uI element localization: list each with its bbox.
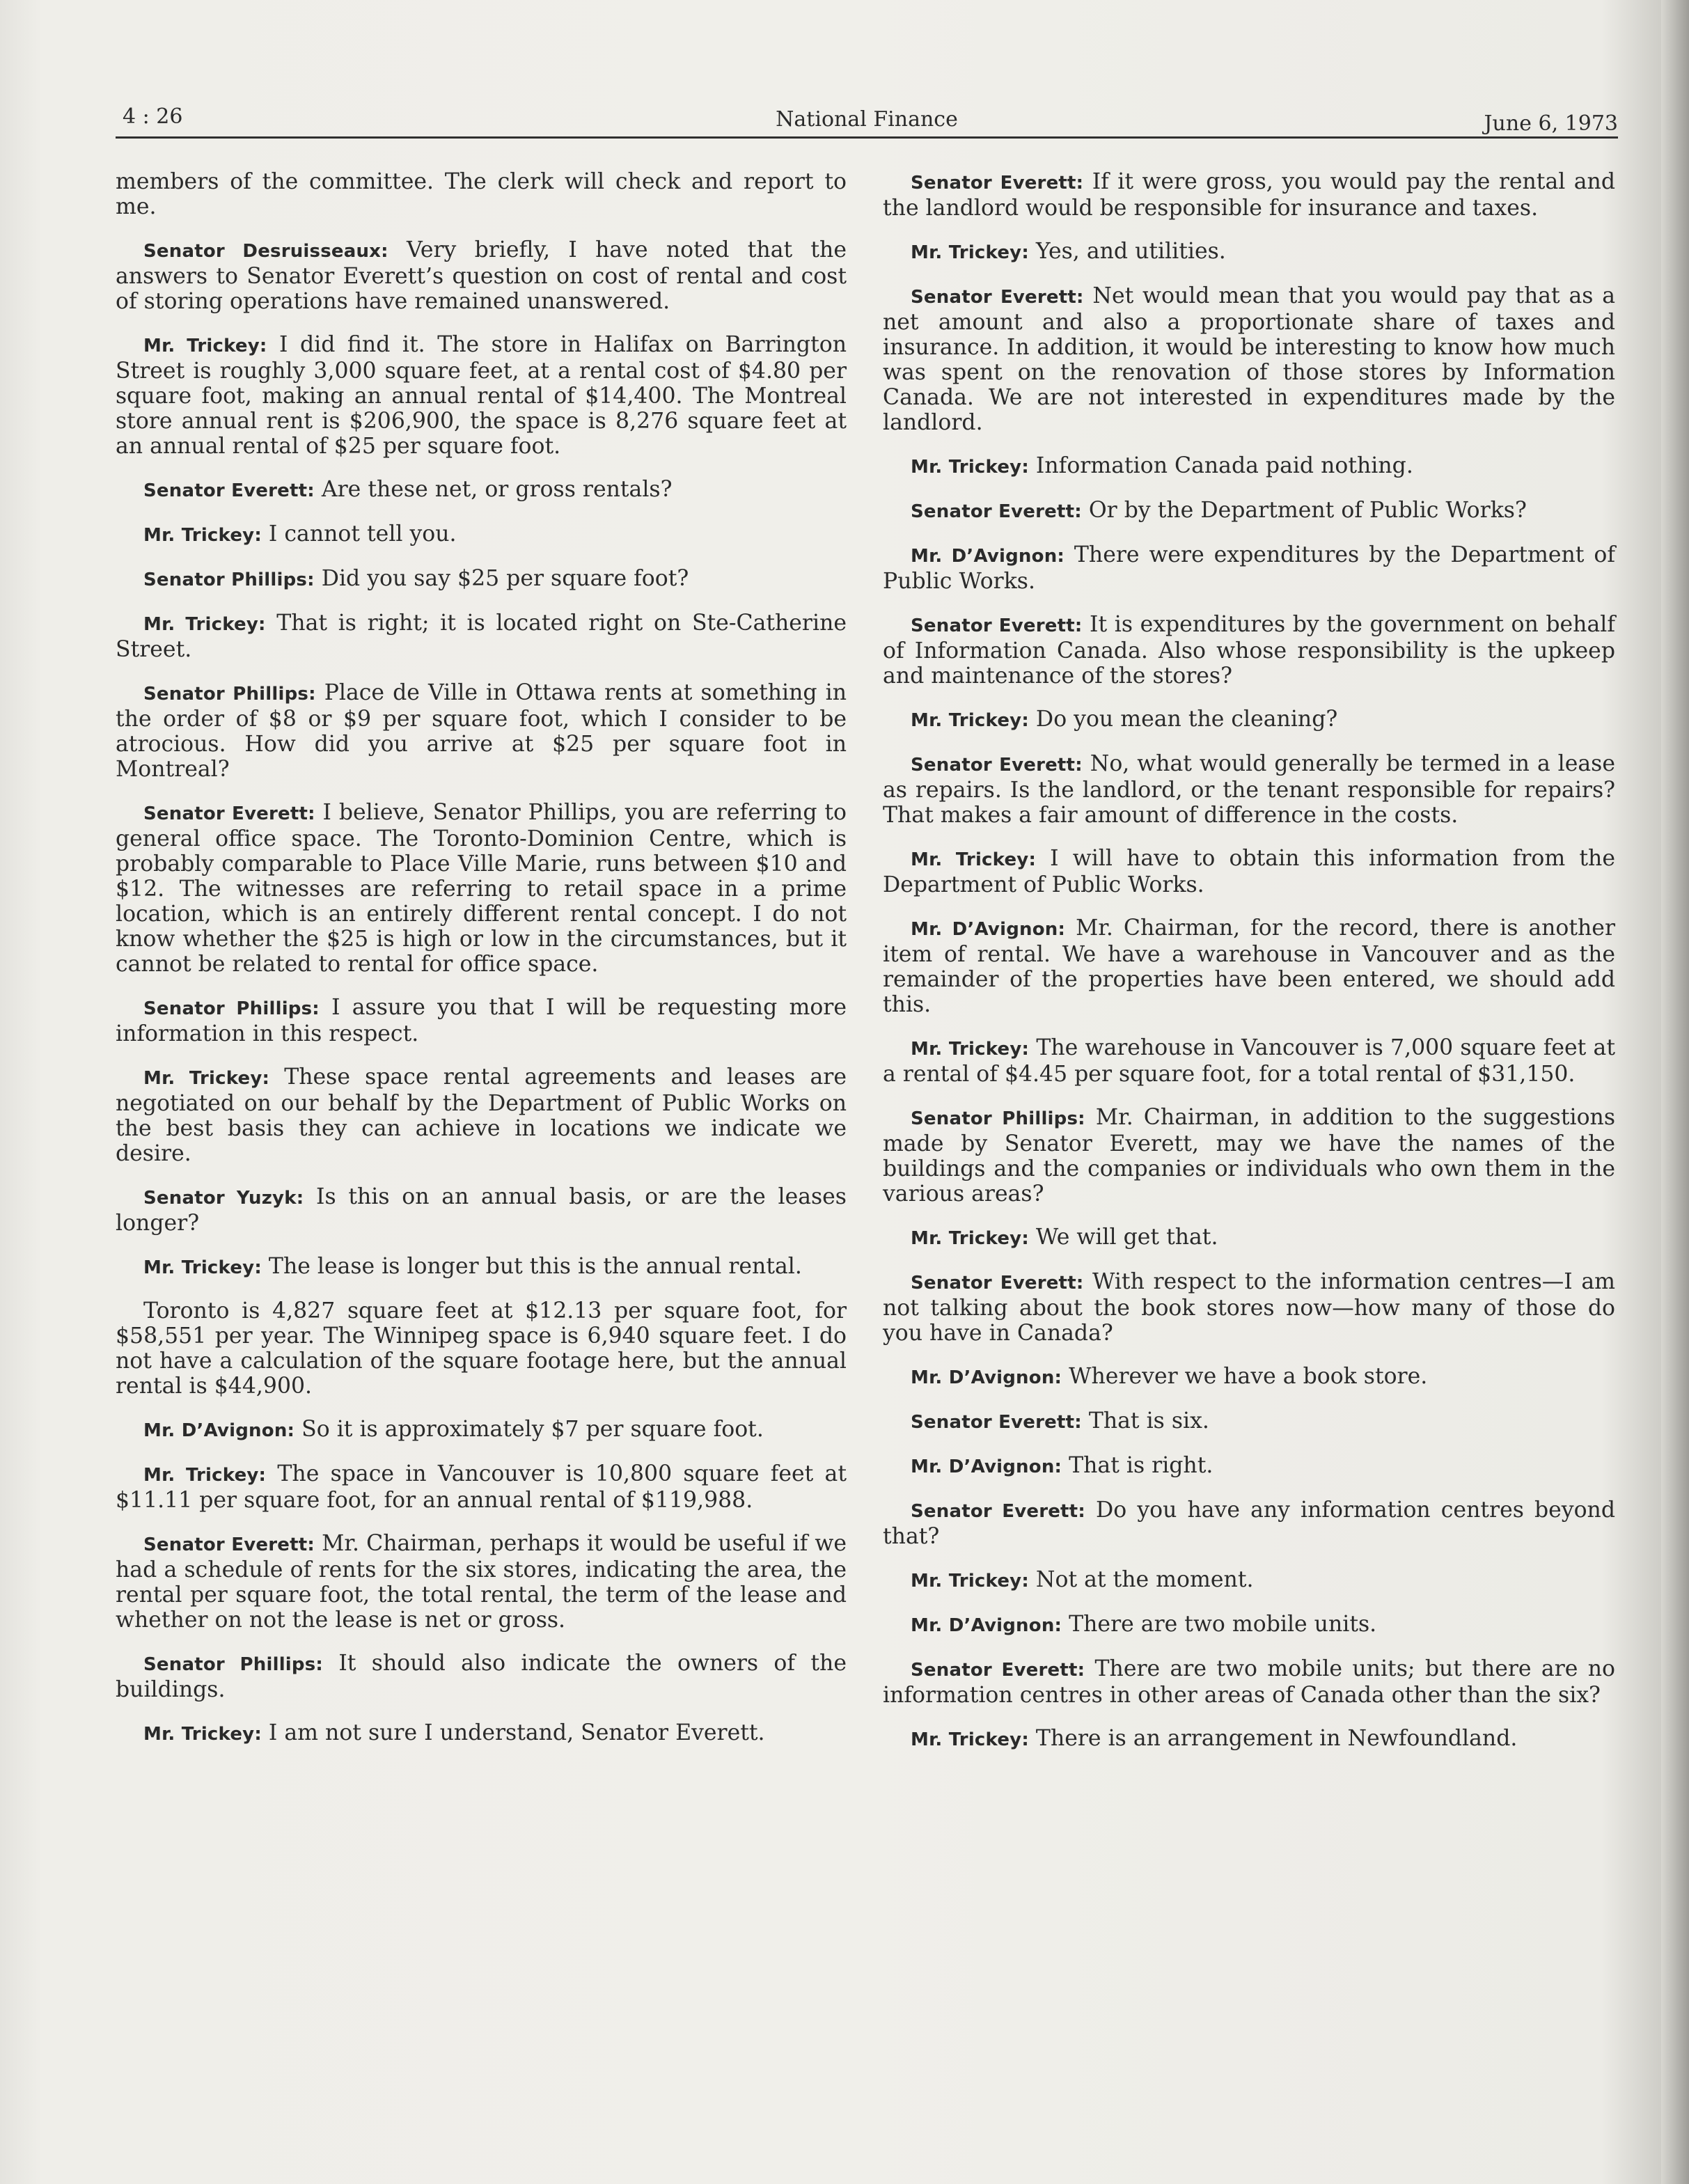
speech-text: I will have to obtain this information from the Department of Public Works.	[883, 846, 1615, 897]
speech-text: Are these net, or gross rentals?	[314, 477, 673, 502]
speech-text: Do you have any information centres beyond that?	[883, 1498, 1615, 1549]
transcript-paragraph	[883, 751, 1615, 828]
transcript-paragraph	[883, 1726, 1615, 1752]
transcript-paragraph	[883, 1498, 1615, 1549]
page-number: 4 : 26	[123, 104, 183, 129]
speaker-name: Senator Everett:	[143, 1534, 315, 1555]
speech-text: The warehouse in Vancouver is 7,000 square feet at a rental of $4.45 per square foot, for a total rental of $31,150.	[883, 1035, 1615, 1087]
transcript-paragraph	[116, 800, 847, 977]
transcript-paragraph	[116, 1184, 847, 1236]
speech-text: I believe, Senator Phillips, you are referring to general office space. The Toronto-Dominion Centre, which is probably comparable to Place Ville Marie, runs between $10 and $12. The witnesses are referring to retail space in a prime location, which is an entirely different rental concept. I do not know whether the $25 is high or low in the circumstances, but it cannot be related to rental for office space.	[116, 800, 847, 977]
speaker-name: Senator Phillips:	[143, 1654, 324, 1675]
transcript-paragraph	[116, 169, 847, 219]
transcript-paragraph	[116, 1651, 847, 1702]
speech-text: Mr. Chairman, for the record, there is another item of rental. We have a warehouse in Vancouver and as the remainder of the properties have been entered, we should add this.	[883, 916, 1616, 1017]
speaker-name: Mr. Trickey:	[143, 614, 266, 635]
speech-text: We will get that.	[1028, 1225, 1218, 1250]
speaker-name: Senator Everett:	[911, 1660, 1085, 1681]
speaker-name: Senator Everett:	[911, 1412, 1082, 1433]
speech-text: The lease is longer but this is the annual rental.	[261, 1254, 802, 1279]
speaker-name: Mr. Trickey:	[911, 242, 1029, 263]
speech-text: Not at the moment.	[1028, 1567, 1254, 1592]
speaker-name: Senator Phillips:	[143, 569, 315, 590]
speaker-name: Mr. D’Avignon:	[911, 546, 1065, 567]
transcript-paragraph	[116, 237, 847, 314]
speaker-name: Senator Yuzyk:	[143, 1188, 304, 1209]
transcript-paragraph	[116, 680, 847, 782]
speaker-name: Mr. Trickey:	[143, 1465, 267, 1486]
speaker-name: Senator Everett:	[911, 287, 1084, 308]
speaker-name: Mr. Trickey:	[143, 1068, 270, 1089]
speech-text: There are two mobile units; but there are no information centres in other areas of Canada other than the six?	[883, 1656, 1615, 1708]
speaker-name: Senator Everett:	[911, 1273, 1084, 1294]
speaker-name: Mr. D’Avignon:	[911, 919, 1066, 940]
speaker-name: Mr. Trickey:	[911, 849, 1037, 870]
transcript-paragraph	[116, 1254, 847, 1280]
speech-text: I did find it. The store in Halifax on Barrington Street is roughly 3,000 square feet, at a rental cost of $4.80 per square foot, making an annual rental of $14,400. The Montreal store annual rent is $206,900, the space is 8,276 square feet at an annual rental of $25 per square foot.	[116, 332, 847, 459]
transcript-paragraph	[883, 1364, 1615, 1390]
speaker-name: Senator Phillips:	[143, 684, 316, 705]
speech-text: Mr. Chairman, in addition to the suggestions made by Senator Everett, may we have the names of the buildings and the companies or individuals who own them in the various areas?	[883, 1105, 1615, 1207]
transcript-paragraph	[883, 846, 1615, 897]
speaker-name: Senator Everett:	[911, 755, 1083, 776]
speech-text: Information Canada paid nothing.	[1028, 453, 1413, 478]
speech-text: That is right.	[1062, 1453, 1213, 1478]
speech-text: Yes, and utilities.	[1028, 239, 1226, 264]
speech-text: members of the committee. The clerk will check and report to me.	[116, 169, 847, 219]
speech-text: It should also indicate the owners of the buildings.	[116, 1651, 847, 1702]
transcript-paragraph	[883, 1105, 1615, 1207]
transcript-paragraph	[116, 332, 847, 459]
speech-text: Wherever we have a book store.	[1062, 1364, 1428, 1389]
transcript-paragraph	[116, 611, 847, 662]
speech-text: That is right; it is located right on Ste-Catherine Street.	[116, 611, 847, 662]
transcript-paragraph	[116, 1531, 847, 1633]
transcript-paragraph	[116, 995, 847, 1046]
speaker-name: Mr. Trickey:	[143, 1257, 262, 1278]
transcript-paragraph	[883, 1612, 1615, 1638]
speech-text: That is six.	[1081, 1408, 1209, 1433]
speaker-name: Senator Everett:	[911, 1501, 1085, 1522]
speech-text: So it is approximately $7 per square foot.	[294, 1417, 764, 1442]
left-column	[116, 169, 847, 1765]
speaker-name: Mr. D’Avignon:	[143, 1420, 295, 1441]
speaker-name: Senator Everett:	[911, 173, 1084, 194]
transcript-paragraph	[883, 1225, 1615, 1251]
transcript-paragraph	[883, 612, 1615, 689]
speaker-name: Mr. Trickey:	[911, 1729, 1029, 1750]
speaker-name: Mr. Trickey:	[143, 336, 267, 356]
speech-text: If it were gross, you would pay the rental and the landlord would be responsible for insurance and taxes.	[883, 169, 1615, 221]
speech-text: These space rental agreements and leases are negotiated on our behalf by the Department of Public Works on the best basis they can achieve in locations we indicate we desire.	[116, 1064, 847, 1166]
page-header	[116, 104, 1618, 139]
speaker-name: Senator Everett:	[911, 501, 1082, 522]
speech-text: Very briefly, I have noted that the answers to Senator Everett’s question on cost of rental and cost of storing operations have remained unanswered.	[116, 237, 847, 314]
speech-text: Or by the Department of Public Works?	[1081, 498, 1527, 523]
transcript-paragraph	[883, 1269, 1615, 1346]
speaker-name: Mr. Trickey:	[911, 1228, 1029, 1249]
speech-text: Is this on an annual basis, or are the leases longer?	[116, 1184, 847, 1236]
transcript-paragraph	[883, 169, 1615, 221]
transcript-paragraph	[883, 239, 1615, 265]
speech-text: Do you mean the cleaning?	[1028, 707, 1338, 732]
speaker-name: Mr. D’Avignon:	[911, 1367, 1062, 1388]
transcript-paragraph	[116, 1298, 847, 1399]
speech-text: I cannot tell you.	[261, 521, 457, 547]
publication-date: June 6, 1973	[1484, 111, 1618, 136]
transcript-paragraph	[883, 542, 1615, 594]
transcript-paragraph	[883, 1656, 1615, 1708]
transcript-paragraph	[883, 916, 1615, 1017]
book-spine-shadow	[1661, 0, 1689, 2184]
speech-text: It is expenditures by the government on behalf of Information Canada. Also whose responsibility is the upkeep and maintenance of the stores?	[883, 612, 1615, 689]
transcript-paragraph	[883, 1408, 1615, 1435]
speech-text: Place de Ville in Ottawa rents at something in the order of $8 or $9 per square foot, which I consider to be atrocious. How did you arrive at $25 per square foot in Montreal?	[116, 680, 847, 782]
speaker-name: Senator Everett:	[143, 480, 315, 501]
speaker-name: Mr. Trickey:	[911, 710, 1029, 731]
speech-text: No, what would generally be termed in a lease as repairs. Is the landlord, or the tenant responsible for repairs? That makes a fair amount of difference in the costs.	[883, 751, 1615, 828]
speaker-name: Senator Everett:	[143, 803, 315, 824]
transcript-paragraph	[883, 1453, 1615, 1479]
publication-title: National Finance	[776, 107, 958, 132]
speaker-name: Mr. Trickey:	[911, 1571, 1029, 1592]
speech-text: With respect to the information centres—I am not talking about the book stores now—how many of those do you have in Canada?	[883, 1269, 1615, 1346]
speaker-name: Mr. D’Avignon:	[911, 1615, 1062, 1636]
transcript-paragraph	[116, 521, 847, 548]
transcript-paragraph	[883, 283, 1615, 435]
speech-text: Did you say $25 per square foot?	[314, 566, 689, 591]
transcript-paragraph	[883, 1567, 1615, 1594]
speech-text: I assure you that I will be requesting more information in this respect.	[116, 995, 847, 1046]
transcript-paragraph	[883, 1035, 1615, 1087]
transcript-paragraph	[116, 1720, 847, 1747]
speaker-name: Mr. Trickey:	[143, 525, 262, 546]
right-column	[883, 169, 1615, 1770]
speech-text: Net would mean that you would pay that as a net amount and also a proportionate share of taxes and insurance. In addition, it would be interesting to know how much was spent on the renovation of those stores by Information Canada. We are not interested in expenditures made by the landlord.	[883, 283, 1615, 435]
speaker-name: Senator Phillips:	[911, 1108, 1085, 1129]
transcript-paragraph	[116, 477, 847, 503]
speech-text: There were expenditures by the Department of Public Works.	[883, 542, 1615, 594]
speaker-name: Senator Everett:	[911, 615, 1083, 636]
transcript-paragraph	[116, 566, 847, 592]
speaker-name: Mr. Trickey:	[143, 1724, 262, 1745]
speaker-name: Mr. Trickey:	[911, 457, 1029, 478]
transcript-paragraph	[883, 498, 1615, 524]
transcript-paragraph	[116, 1461, 847, 1513]
speech-text: I am not sure I understand, Senator Everett.	[261, 1720, 765, 1745]
transcript-paragraph	[883, 453, 1615, 480]
transcript-paragraph	[116, 1417, 847, 1443]
speaker-name: Senator Phillips:	[143, 998, 320, 1019]
speech-text: There are two mobile units.	[1062, 1612, 1377, 1637]
speech-text: The space in Vancouver is 10,800 square feet at $11.11 per square foot, for an annual rental of $119,988.	[116, 1461, 847, 1513]
speaker-name: Senator Desruisseaux:	[143, 241, 388, 262]
transcript-paragraph	[883, 707, 1615, 733]
transcript-paragraph	[116, 1064, 847, 1166]
speech-text: There is an arrangement in Newfoundland.	[1028, 1726, 1518, 1751]
speaker-name: Mr. Trickey:	[911, 1039, 1030, 1060]
speech-text: Mr. Chairman, perhaps it would be useful if we had a schedule of rents for the six stores, indicating the area, the rental per square foot, the total rental, the term of the lease and whether on not the lease is net or gross.	[116, 1531, 847, 1633]
speech-text: Toronto is 4,827 square feet at $12.13 per square foot, for $58,551 per year. The Winnipeg space is 6,940 square feet. I do not have a calculation of the square footage here, but the annual rental is $44,900.	[116, 1298, 847, 1399]
speaker-name: Mr. D’Avignon:	[911, 1456, 1062, 1477]
